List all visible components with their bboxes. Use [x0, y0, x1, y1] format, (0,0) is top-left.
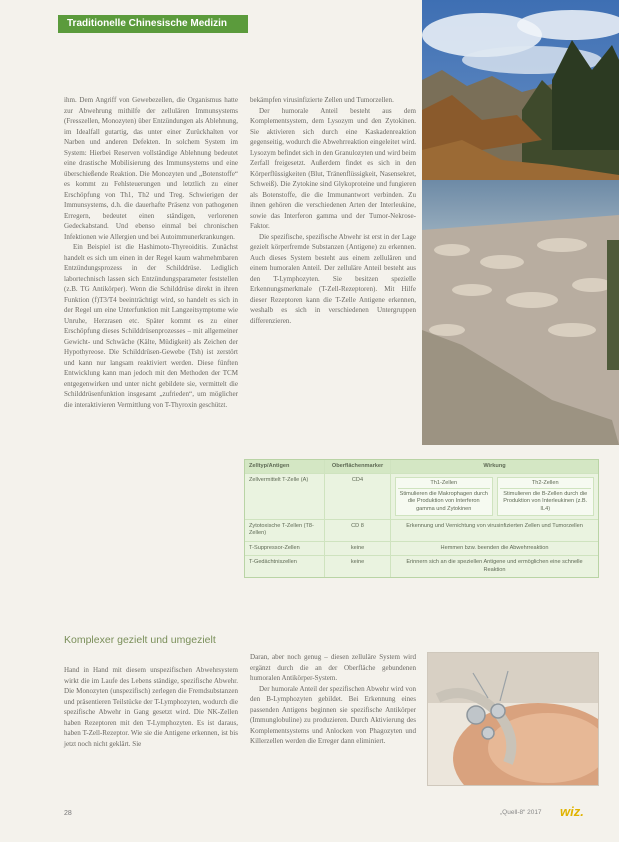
river-landscape-photo: [422, 0, 619, 445]
table-row: [245, 519, 598, 541]
table-subgrid: [395, 477, 594, 516]
table-cell: T-Gedächtniszellen: [245, 556, 325, 577]
paragraph: Ein Beispiel ist die Hashimoto-Thyreoiditis. Zunächst handelt es sich um einen in der Regel kaum wahrnehmbaren Entzündungsprozess in der Schilddrüse. Lediglich labortechnisch lassen sich Entzündungsparameter feststellen (z.B. TG Antikörper). Wenn die Schilddrüse direkt in ihren Funktion (f)T3/T4 beeinträchtigt wird, so handelt es sich in der Regel um eine Unterfunktion mit Langzeitsymptome wie Unruhe, Herzrasen etc. Später kommt es zu einer Erschöpfung dieses Schilddrüsenprozesses – mit allgemeiner Gewicht- und Schwäche (Kälte, Müdigkeit) als Zeichen der Hypothyreose. Die Schilddrüsen-Gewebe (Tsh) ist zerstört und kann nur langsam reaktiviert werden. Diese fünften Entwicklung kann man jedoch mit den Methoden der TCM entgegenwirken und unter nicht gebildete sie, vermittelt die Schilddrüsenfunktion insgesamt „zufrieden“, um möglicher die interaktivieren Vermittlung von T-Thyroxin geschützt.: [64, 243, 238, 409]
table-cell: T-Suppressor-Zellen: [245, 542, 325, 555]
paragraph: Hand in Hand mit diesem unspezifischen Abwehrsystem wirkt die im Laufe des Lebens ständige, spezifische Abwehr. Die Monozyten (unspezifisch) zerlegen die Fremdsubstanzen und präsentieren Teilstücke der T-Lymphozyten, wodurch die spezifische Abwehr in Gang gesetzt wird. Die NK-Zellen haben Rezeptoren mit den T-Lymphozyten. Es ist daraus, haben T-Zell-Rezeptor. Wie sie die Antigene erkennen, ist bis jetzt noch nicht geklärt. Sie: [64, 666, 238, 748]
table-subcell: [395, 477, 493, 516]
paragraph: Der humorale Anteil besteht aus dem Komplementsystem, dem Lysozym und den Zytokinen. Sie aktivieren sich durch eine Kaskadenreaktion gegenseitig, wodurch die Abwehrreaktion eingeleitet wird. Lysozym befindet sich in den Granulozyten und wird beim Zerfall freigesetzt. Außerdem findet es sich in den Körperflüssigkeiten (Blut, Tränenflüssigkeit, Nasensekret, Schweiß). Die Zytokine sind Glykoproteine und fungieren als Botenstoffe, die die Immunantwort verbinden. Zu ihnen gehören die verschiedenen Arten der Interleukine, sowie das Interferon gamma und der Tumor-Nekrose-Faktor.: [250, 106, 416, 230]
paragraph: Die spezifische, spezifische Abwehr ist erst in der Lage gezielt körperfremde Substanzen (Antigene) zu erkennen. Auch dieses System besteht aus einem zellulären und einem humoralen Anteil. Der zelluläre Anteil besteht aus den T-Lymphozyten. Sie besitzen spezielle Erkennungsmerkmale (T-Zell-Rezeptoren). Mit Hilfe dieser Rezeptoren kann die T-Zelle Antigene erkennen, weshalb es sich in verschiedenen Untergruppen differenzieren.: [250, 232, 416, 325]
table-subcell-header: Th1-Zellen: [398, 480, 490, 488]
column-middle-top: [250, 95, 416, 326]
table-header-cell: Wirkung: [391, 460, 598, 473]
table-subcell: [497, 477, 595, 516]
table-cell: Erkennung und Vernichtung von virusinfizierten Zellen und Tumorzellen: [406, 523, 583, 530]
page-number: 28: [64, 810, 72, 817]
table-cell: Hemmen bzw. beenden die Abwehrreaktion: [440, 544, 549, 551]
paragraph: Der humorale Anteil der spezifischen Abwehr wird von den B-Lymphozyten gebildet. Bei Erkennung eines passenden Antigens beginnen sie spezifische Antikörper (Immunglobuline) zu produzieren. Durch Aktivierung des Komplementsystems und Anlocken von Phagozyten und Killerzellen werden die Erreger dann eliminiert.: [250, 684, 416, 745]
paragraph: bekämpfen virusinfizierte Zellen und Tumorzellen.: [250, 96, 394, 104]
table-header-cell: Oberflächenmarker: [325, 460, 391, 473]
treatment-photo: [427, 652, 599, 786]
table-subcell-header: Th2-Zellen: [500, 480, 592, 488]
table-header-row: [245, 460, 598, 473]
magazine-logo: wiz.: [560, 804, 584, 819]
section-header: Traditionelle Chinesische Medizin: [58, 15, 248, 33]
issue-label: „Quell-8“ 2017: [500, 809, 542, 816]
table-row: [245, 555, 598, 577]
column-left-top: [64, 95, 238, 410]
paragraph: Daran, aber noch genug – diesen zelluläre System wird ergänzt durch die an der Oberfläche gebundenen humoralen Antikörper-System.: [250, 653, 416, 682]
table-cell: CD4: [325, 474, 391, 519]
column-left-bottom: [64, 665, 238, 749]
table-cell: CD 8: [325, 520, 391, 541]
table-cell: Zellvermittelt T-Zelle (A): [245, 474, 325, 519]
table-subcell-text: Stimulieren die Makrophagen durch die Produktion von Interferon gamma und Zytokinen: [399, 490, 488, 512]
column-middle-bottom: [250, 652, 416, 747]
table-row: [245, 541, 598, 555]
table-header-cell: Zelltyp/Antigen: [245, 460, 325, 473]
table-cell: keine: [325, 542, 391, 555]
subheading: Komplexer gezielt und umgezielt: [64, 634, 216, 646]
table-cell: keine: [325, 556, 391, 577]
table-cell: Erinnern sich an die speziellen Antigene und ermöglichen eine schnelle Reaktion: [406, 559, 583, 573]
table-subcell-text: Stimulieren die B-Zellen durch die Produktion von Interleukinen (z.B. IL4): [503, 490, 588, 512]
table-cell: Zytotoxische T-Zellen (T8-Zellen): [245, 520, 325, 541]
lymphocyte-table: [244, 459, 599, 578]
table-cell: [391, 474, 598, 519]
table-row: [245, 473, 598, 519]
paragraph: ihm. Dem Angriff von Gewebezellen, die Organismus hatte zur Abwehrung mithilfe der zellulären Immunsystems (Fresszellen, Monozyten) über Entzündungen als Ablehnung, im Idealfall gutartig, das unter einer Zurückhalten vor Narben und anderen Defekten. In solchem System im System: Hierbei Reserven vollständige Ablehnung bedeutet eine drastische Mobilisierung des Immunsystems und eine überschießende Reaktion. Die Monozyten und „Botenstoffe“ es kommt zu Fehlsteuerungen und letztlich zu einer Erschöpfung von Th1, Th2 und Treg. Schwierigen der Immunsystems, d.h. die dauerhafte Präsenz von pathogenen Erregern, bedeutet einen ständigen, verlorenen Gedeckabstand. Und ebenso einmal bei chronischen Infektionen wie Allergien und bei Autoimmunerkrankungen.: [64, 96, 238, 241]
